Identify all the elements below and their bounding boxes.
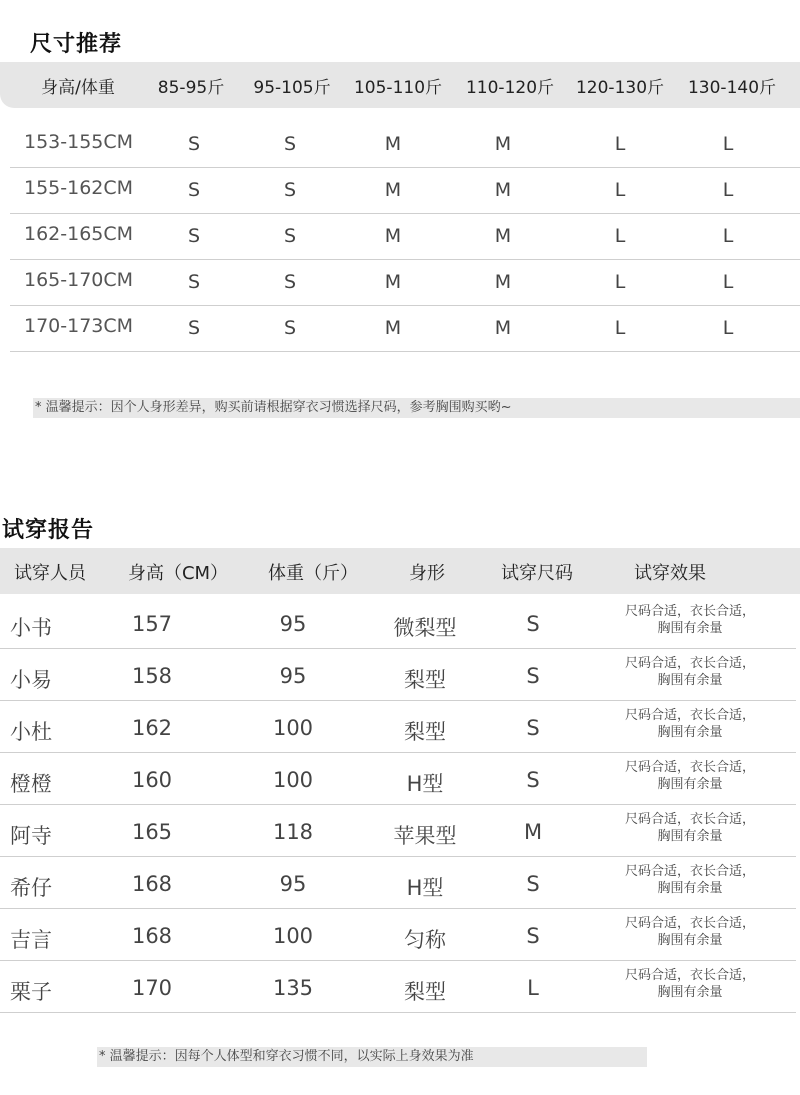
tester-shape: 苹果型 <box>393 824 457 848</box>
size-header-cell: 85-95斤 <box>157 78 225 98</box>
tester-size: S <box>526 612 540 636</box>
table-row <box>0 701 796 753</box>
tester-weight: 135 <box>272 976 314 1000</box>
size-cell: S <box>187 225 201 247</box>
tester-weight: 118 <box>272 820 314 844</box>
effect-line-2: 胸围有余量 <box>657 933 723 948</box>
tester-effect <box>625 707 755 741</box>
tester-name: 小书 <box>10 616 52 640</box>
tester-size: L <box>527 976 539 1000</box>
tester-name: 栗子 <box>10 980 52 1004</box>
size-cell: S <box>283 317 297 339</box>
effect-line-2: 胸围有余量 <box>657 985 723 1000</box>
tester-shape: 梨型 <box>404 720 446 744</box>
effect-line-1: 尺码合适，衣长合适， <box>624 812 756 827</box>
size-cell: L <box>722 225 734 247</box>
size-header-cell: 105-110斤 <box>353 78 443 98</box>
size-cell: L <box>614 179 626 201</box>
tester-effect <box>625 603 755 637</box>
report-section-title: 试穿报告 <box>2 518 95 543</box>
table-row <box>10 259 800 306</box>
tester-name: 阿寺 <box>10 824 52 848</box>
table-row <box>0 753 796 805</box>
effect-line-1: 尺码合适，衣长合适， <box>624 864 756 879</box>
table-row <box>0 649 796 701</box>
size-tip-note: * 温馨提示：因个人身形差异，购买前请根据穿衣习惯选择尺码，参考胸围购买哟~ <box>33 398 800 418</box>
tester-effect <box>625 967 755 1001</box>
table-row <box>0 597 796 649</box>
table-row <box>0 961 796 1013</box>
size-header-cell: 95-105斤 <box>253 78 331 98</box>
tester-size: S <box>526 664 540 688</box>
tester-weight: 100 <box>272 924 314 948</box>
tester-name: 橙橙 <box>10 772 52 796</box>
tester-weight: 95 <box>279 664 307 688</box>
effect-line-2: 胸围有余量 <box>657 777 723 792</box>
effect-line-2: 胸围有余量 <box>657 881 723 896</box>
size-section-title: 尺寸推荐 <box>30 32 123 57</box>
size-cell: L <box>614 271 626 293</box>
tester-size: S <box>526 716 540 740</box>
size-cell: M <box>494 271 512 293</box>
tester-weight: 100 <box>272 768 314 792</box>
size-cell: M <box>494 225 512 247</box>
height-cell: 153-155CM <box>24 131 134 153</box>
size-table-header <box>0 62 800 108</box>
tester-height: 170 <box>131 976 173 1000</box>
size-cell: M <box>384 225 402 247</box>
tester-effect <box>625 759 755 793</box>
tester-shape: 梨型 <box>404 668 446 692</box>
tester-height: 165 <box>131 820 173 844</box>
size-cell: M <box>384 179 402 201</box>
size-cell: M <box>494 179 512 201</box>
tester-name: 小易 <box>10 668 52 692</box>
tester-name: 希仔 <box>10 876 52 900</box>
effect-line-2: 胸围有余量 <box>657 621 723 636</box>
size-cell: L <box>614 225 626 247</box>
tester-name: 小杜 <box>10 720 52 744</box>
table-row <box>0 909 796 961</box>
size-header-cell: 110-120斤 <box>465 78 555 98</box>
tester-shape: 微梨型 <box>393 616 457 640</box>
effect-line-1: 尺码合适，衣长合适， <box>624 916 756 931</box>
tester-weight: 95 <box>279 872 307 896</box>
tester-weight: 100 <box>272 716 314 740</box>
tester-effect <box>625 915 755 949</box>
tester-height: 168 <box>131 872 173 896</box>
effect-line-1: 尺码合适，衣长合适， <box>624 656 756 671</box>
report-header-cell: 试穿效果 <box>634 563 706 584</box>
report-table-header <box>0 548 800 594</box>
effect-line-2: 胸围有余量 <box>657 725 723 740</box>
size-cell: S <box>187 271 201 293</box>
report-header-cell: 试穿人员 <box>14 563 86 584</box>
size-cell: S <box>283 271 297 293</box>
tester-effect <box>625 811 755 845</box>
tester-shape: 匀称 <box>404 928 446 952</box>
effect-line-1: 尺码合适，衣长合适， <box>624 968 756 983</box>
effect-line-1: 尺码合适，衣长合适， <box>624 604 756 619</box>
size-cell: S <box>187 179 201 201</box>
height-cell: 162-165CM <box>24 223 134 245</box>
report-header-cell: 试穿尺码 <box>501 563 573 584</box>
size-cell: M <box>384 133 402 155</box>
size-cell: L <box>722 179 734 201</box>
size-cell: S <box>283 225 297 247</box>
tester-height: 168 <box>131 924 173 948</box>
size-cell: M <box>384 317 402 339</box>
effect-line-1: 尺码合适，衣长合适， <box>624 708 756 723</box>
tester-size: S <box>526 924 540 948</box>
size-cell: L <box>614 133 626 155</box>
height-cell: 165-170CM <box>24 269 134 291</box>
tester-height: 160 <box>131 768 173 792</box>
size-cell: L <box>722 271 734 293</box>
table-row <box>0 857 796 909</box>
report-header-cell: 身形 <box>409 563 445 584</box>
effect-line-2: 胸围有余量 <box>657 673 723 688</box>
height-cell: 155-162CM <box>24 177 134 199</box>
report-tip-note: * 温馨提示：因每个人体型和穿衣习惯不同，以实际上身效果为准 <box>97 1047 647 1067</box>
table-row <box>10 305 800 352</box>
tester-effect <box>625 655 755 689</box>
size-cell: M <box>384 271 402 293</box>
table-row <box>10 213 800 260</box>
size-cell: L <box>722 133 734 155</box>
table-row <box>0 805 796 857</box>
tester-weight: 95 <box>279 612 307 636</box>
size-header-cell: 130-140斤 <box>687 78 777 98</box>
size-header-cell: 120-130斤 <box>575 78 665 98</box>
size-cell: L <box>614 317 626 339</box>
size-cell: M <box>494 133 512 155</box>
size-cell: M <box>494 317 512 339</box>
size-cell: S <box>187 133 201 155</box>
tester-shape: H型 <box>406 876 444 900</box>
report-header-cell: 体重（斤） <box>268 563 358 584</box>
tester-height: 157 <box>131 612 173 636</box>
height-cell: 170-173CM <box>24 315 134 337</box>
tester-size: S <box>526 872 540 896</box>
tester-size: M <box>523 820 543 844</box>
tester-size: S <box>526 768 540 792</box>
tester-height: 158 <box>131 664 173 688</box>
tester-shape: 梨型 <box>404 980 446 1004</box>
effect-line-2: 胸围有余量 <box>657 829 723 844</box>
table-row <box>10 167 800 214</box>
table-row <box>10 121 800 168</box>
tester-name: 吉言 <box>10 928 52 952</box>
tester-shape: H型 <box>406 772 444 796</box>
tester-effect <box>625 863 755 897</box>
effect-line-1: 尺码合适，衣长合适， <box>624 760 756 775</box>
tester-height: 162 <box>131 716 173 740</box>
size-cell: L <box>722 317 734 339</box>
size-cell: S <box>187 317 201 339</box>
report-header-cell: 身高（CM） <box>127 563 229 584</box>
size-header-cell: 身高/体重 <box>41 78 115 98</box>
size-cell: S <box>283 133 297 155</box>
size-cell: S <box>283 179 297 201</box>
